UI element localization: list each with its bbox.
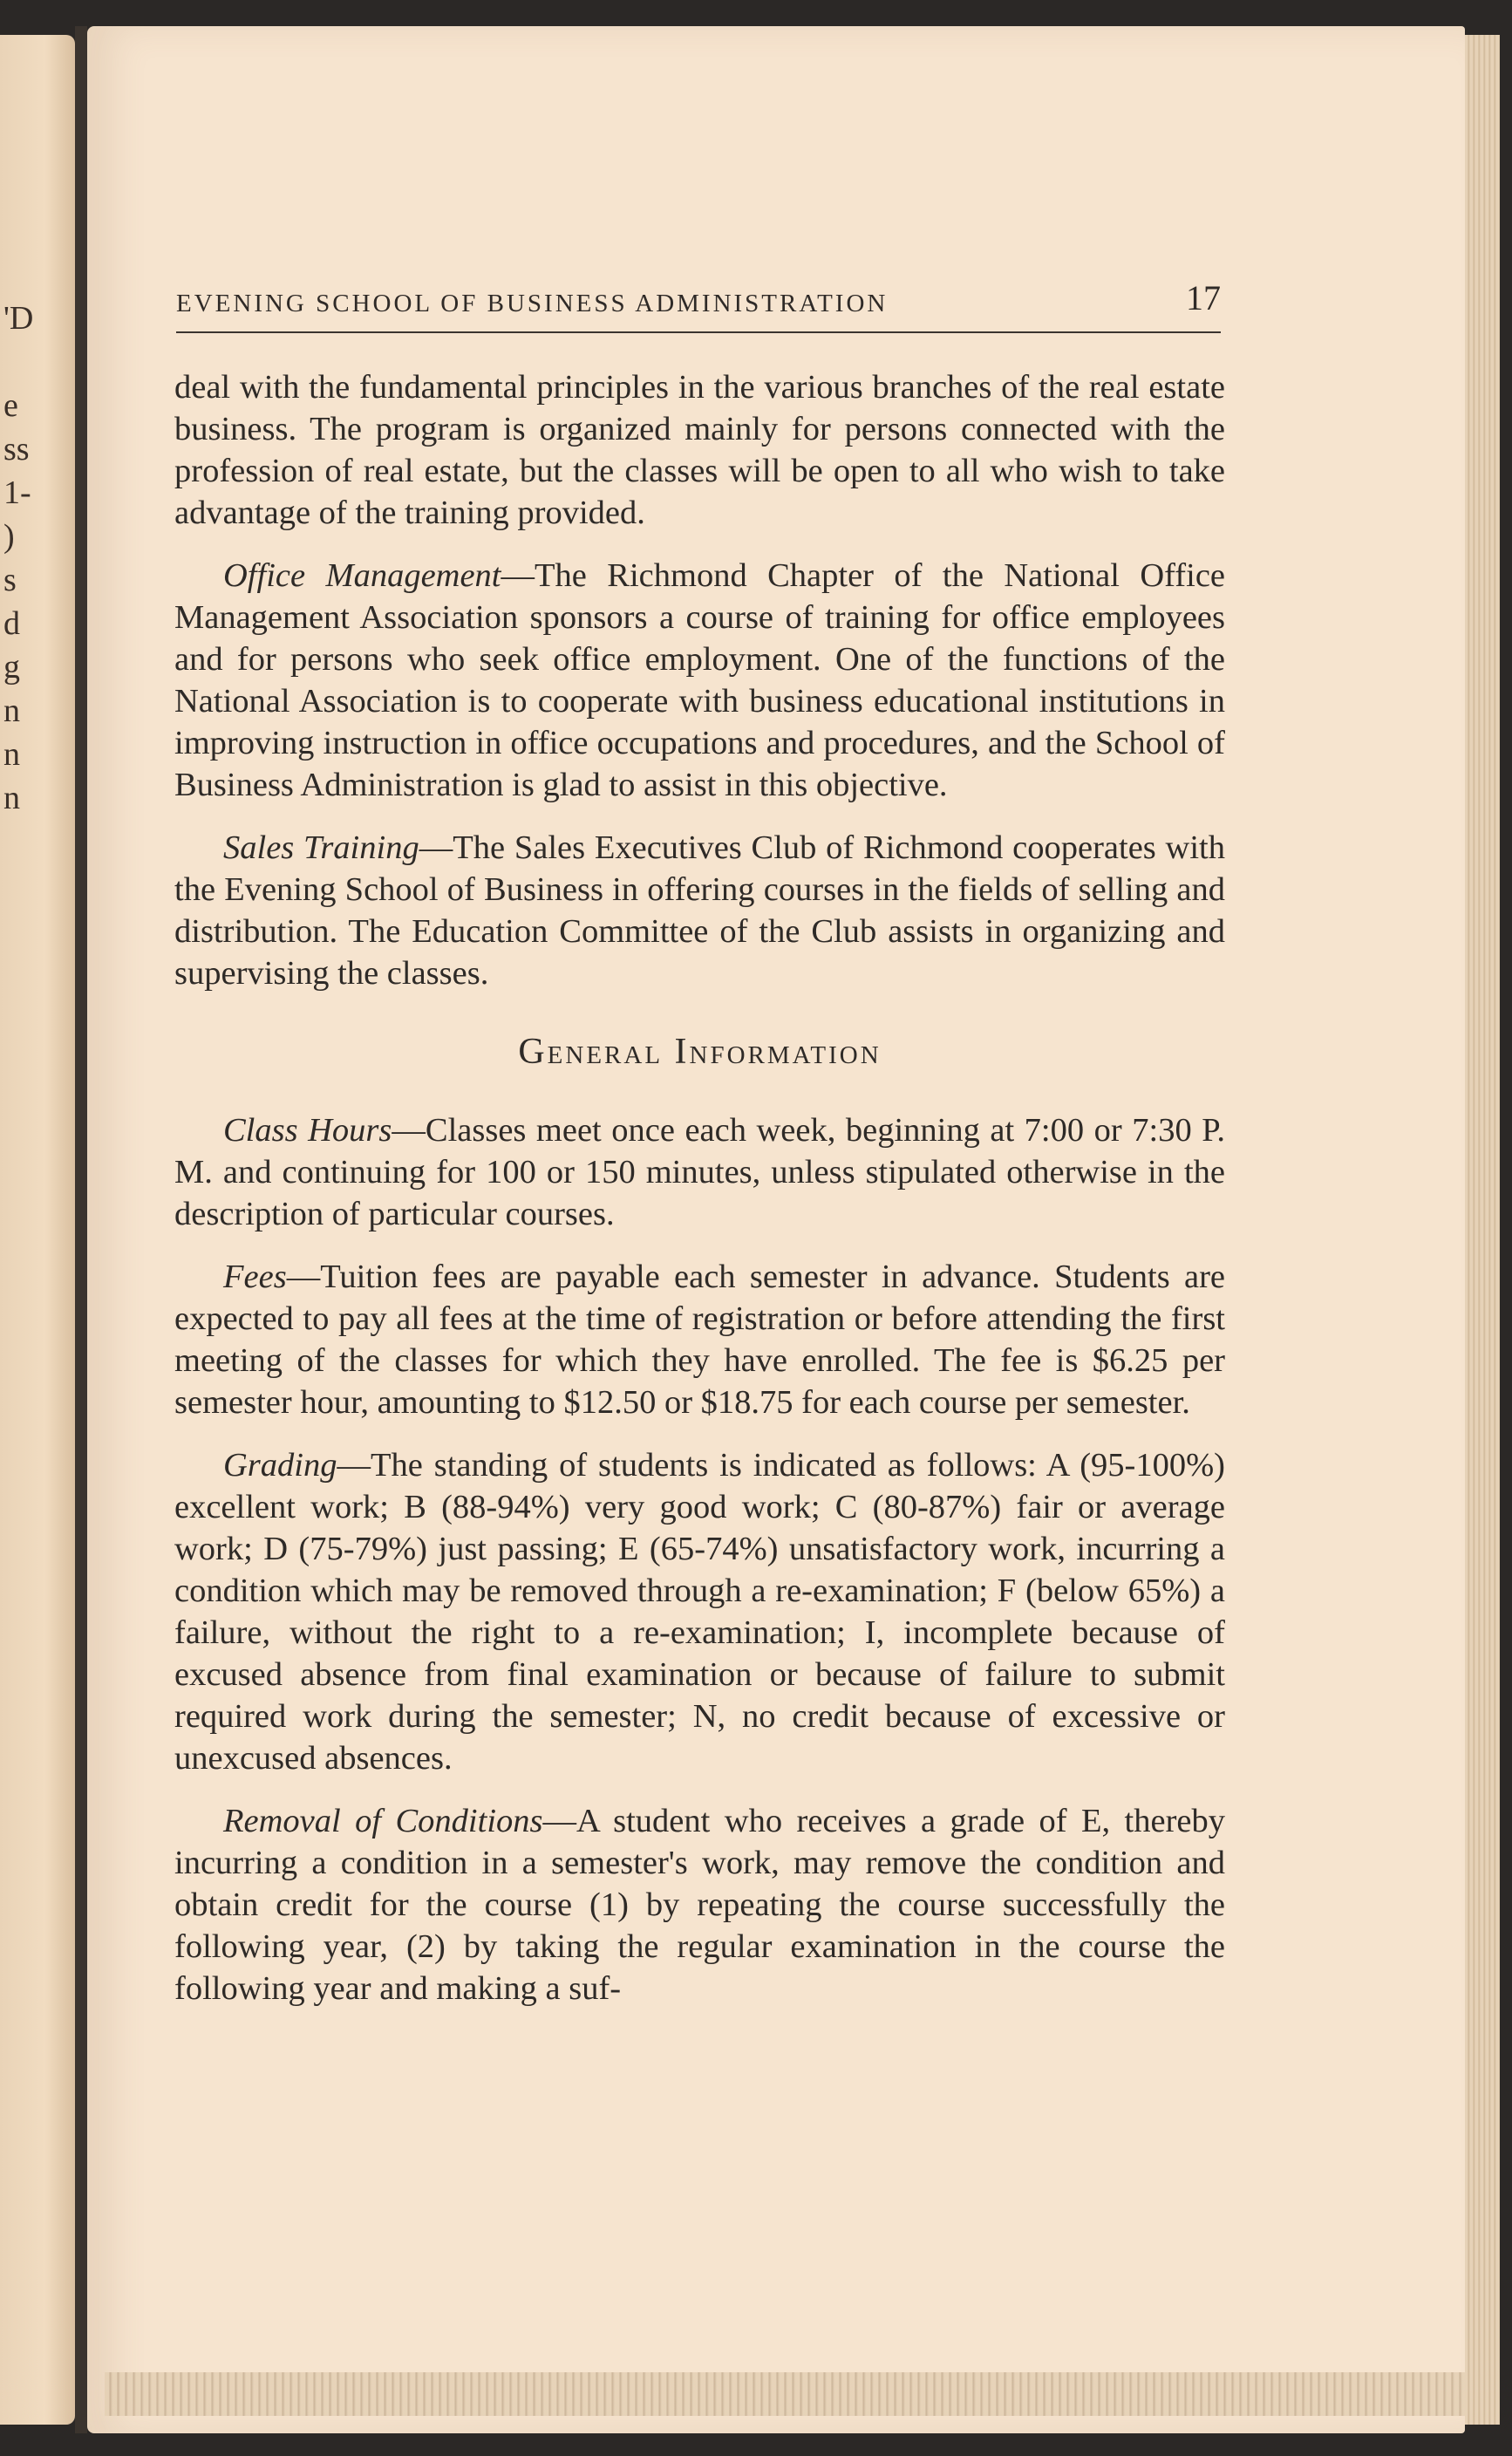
page-number: 17 [1186, 278, 1221, 317]
paragraph-fees [174, 1256, 1225, 1423]
page-stack-bottom [105, 2372, 1465, 2416]
page-stack-edge [1465, 35, 1500, 2425]
run-in-heading: Removal of Conditions [223, 1803, 543, 1839]
paragraph-text: —Tuition fees are payable each semester in advance. Students are expected to pay all fees at the time of registration or before attending the first meeting of the classes for which they have enrolled. The fee is $6.25 per semester hour, amounting to $12.50 or $18.75 for each course per semester. [174, 1259, 1225, 1421]
run-in-heading: Sales Training [223, 829, 419, 866]
paragraph-text: —The Richmond Chapter of the National Office Management Association sponsors a course of training for office employees and for persons who seek office employment. One of the functions of the National Association is to cooperate with business educational institutions in improving instruction in office occupations and procedures, and the School of Business Administration is glad to assist in this objective. [174, 557, 1225, 803]
paragraph-real-estate [174, 366, 1225, 534]
left-page-edge [0, 35, 75, 2425]
book-gutter [75, 26, 87, 2433]
paragraph-grading [174, 1444, 1225, 1779]
header-rule [176, 331, 1221, 333]
left-page-text-fragments: 'D e ss 1- ) s d g n n n [3, 300, 34, 816]
section-heading-general-information: General Information [518, 1032, 882, 1072]
paragraph-text: —The standing of students is indicated as follows: A (95-100%) excellent work; B (88-94%) very good work; C (80-87%) fair or average work; D (75-79%) just passing; E (65-74%) unsatisfactory work, incurring a condition which may be removed through a re-examination; F (below 65%) a failure, without the right to a re-examination; I, incomplete because of excused absence from final examination or because of failure to submit required work during the semester; N, no credit because of excessive or unexcused absences. [174, 1447, 1225, 1777]
page-body [174, 366, 1225, 2030]
paragraph-removal-of-conditions [174, 1800, 1225, 2009]
paragraph-text: deal with the fundamental principles in the various branches of the real estate business. The program is organized mainly for persons connected with the profession of real estate, but the classes will be open to all who wish to take advantage of the training provided. [174, 369, 1225, 531]
run-in-heading: Class Hours [223, 1112, 392, 1149]
run-in-heading: Grading [223, 1447, 337, 1484]
running-title: EVENING SCHOOL OF BUSINESS ADMINISTRATION [176, 290, 889, 317]
paragraph-sales-training [174, 827, 1225, 994]
run-in-heading: Office Management [223, 557, 501, 594]
paragraph-text: —A student who receives a grade of E, thereby incurring a condition in a semester's work, may remove the condition and obtain credit for the course (1) by repeating the course successfully the following year, (2) by taking the regular examination in the course the following year and making a suf- [174, 1803, 1225, 2007]
paragraph-class-hours [174, 1109, 1225, 1235]
run-in-heading: Fees [223, 1259, 287, 1295]
paragraph-text: —Classes meet once each week, beginning at 7:00 or 7:30 P. M. and continuing for 100 or 150 minutes, unless stipulated otherwise in the description of particular courses. [174, 1112, 1225, 1232]
paragraph-office-management [174, 555, 1225, 806]
paragraph-text: —The Sales Executives Club of Richmond cooperates with the Evening School of Business in offering courses in the fields of selling and distribution. The Education Committee of the Club assists in organizing and supervising the classes. [174, 829, 1225, 992]
